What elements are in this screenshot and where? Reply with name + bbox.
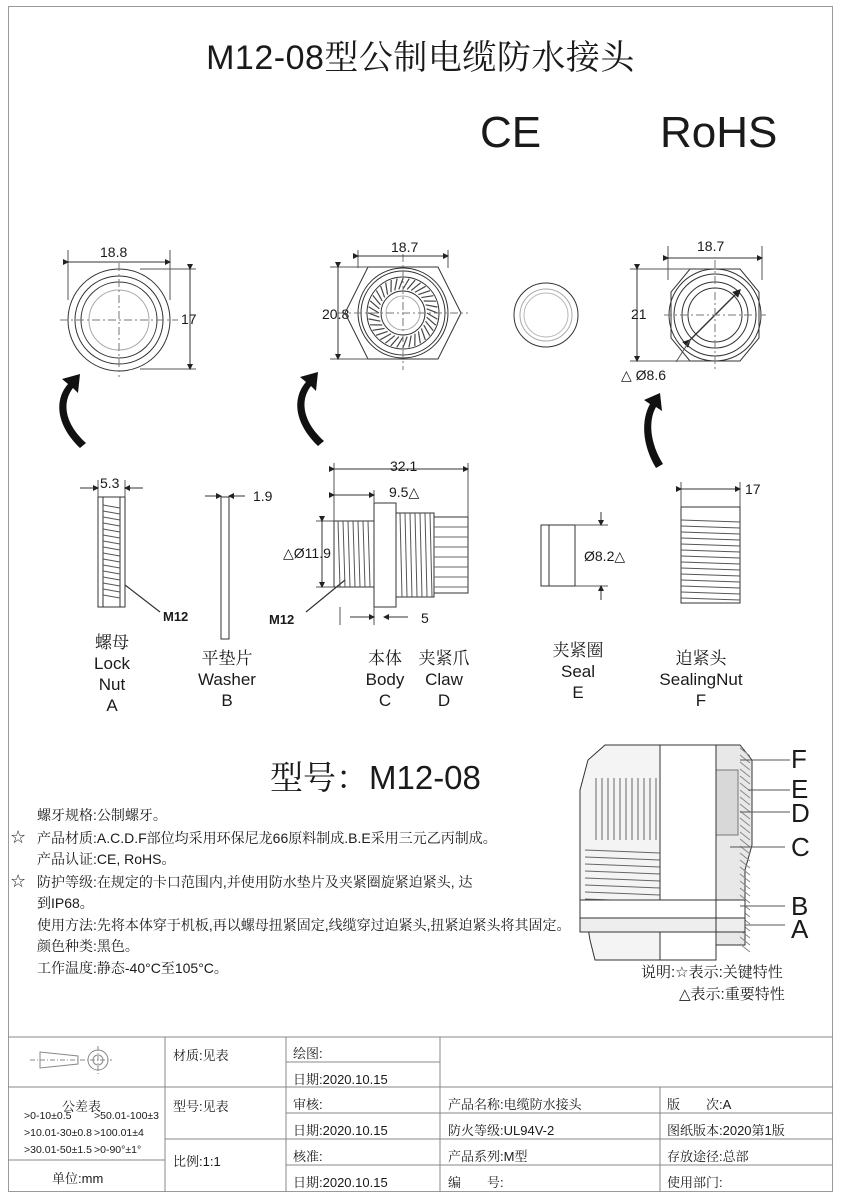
seal-dia-dim: Ø8.2△ [584,548,626,564]
knurl-line [368,319,380,321]
part-en: SealingNut [659,670,743,689]
part-label-claw [404,648,484,711]
spec-text: 颜色种类:黑色。 [37,938,139,954]
section-letter-b: B [791,891,809,921]
thread-line [681,520,740,522]
tb-storage: 存放途径:总部 [667,1149,749,1164]
section-drawing [580,745,790,960]
assembly-arrows [59,372,663,468]
thread-line [681,550,740,552]
spec-mark: ☆ [10,826,27,847]
ce-mark: CE [480,108,542,157]
thread-line [368,521,370,587]
washer-thickness-dim: 1.9 [253,488,273,504]
spec-line [10,915,571,937]
thread-line [681,538,740,540]
tb-check: 审核: [293,1097,323,1112]
knurl-line [386,283,388,295]
body-side-view [306,463,468,625]
thread-line [103,511,120,514]
thread-line [410,513,412,597]
thread-line [681,580,740,582]
tb-product-name: 产品名称:电缆防水接头 [448,1097,582,1112]
tb-tol: >30.01-50±1.5 [24,1144,92,1156]
tb-tol: >0-10±0.5 [24,1110,72,1122]
tb-model: 型号:见表 [173,1099,229,1114]
spec-text: 到IP68。 [37,895,94,911]
thread-line [103,571,120,574]
spec-line [10,893,571,915]
part-letter: A [106,696,118,715]
knurl-line [409,336,411,348]
part-cn: 平垫片 [201,649,253,668]
thread-line [420,513,422,597]
knurl-line [395,278,397,290]
tb-dept: 使用部门: [667,1175,723,1190]
section-letter-e: E [791,774,809,804]
thread-line [103,535,120,538]
thread-line [681,562,740,564]
part-letter: D [437,691,451,710]
knurl-line [376,290,382,301]
part-cn: 夹紧爪 [418,649,470,668]
sealnut-length-dim: 17 [745,481,761,497]
part-label-washer [187,648,267,711]
tb-drawing-version: 图纸版本:2020第1版 [667,1123,785,1138]
section-letter-d: D [791,798,810,828]
model-number: 型号：M12-08 [270,759,481,796]
body-height-dim: 20.8 [322,306,350,322]
part-cn: 螺母 [95,633,129,652]
thread-line [681,592,740,594]
spec-text: 使用方法:先将本体穿于机板,再以螺母扭紧固定,线缆穿过迫紧头,扭紧迫紧头将其固定。 [37,916,571,933]
thread-line [103,523,120,526]
knurl-line [415,286,426,292]
sealnut-width-dim: 18.7 [697,238,725,254]
part-en: Lock [94,654,130,673]
tb-tolerance-title: 公差表 [62,1099,102,1114]
locknut-top-view [60,250,196,377]
thread-line [363,521,365,587]
part-cn: 本体 [368,649,402,668]
washer-side-view [205,496,245,639]
legend-line-2: △表示:重要特性 [679,986,785,1003]
tb-tol: >50.01-100±3 [94,1110,160,1122]
tb-number: 编 号: [448,1175,504,1190]
thread-line [681,526,740,528]
spec-mark: ☆ [10,870,27,891]
spec-text: 工作温度:静态-40°C至105°C。 [37,959,228,976]
part-en: Claw [425,670,463,689]
part-en: Seal [560,662,596,681]
spec-line [10,936,571,958]
thread-line [353,521,355,587]
knurl-line [421,296,433,298]
sealnut-hole-dim: △ Ø8.6 [621,367,667,383]
sealnut-side-view [681,482,740,603]
locknut-height-dim: 17 [181,311,197,327]
part-label-seal [538,640,618,703]
tb-version: 版 次:A [667,1097,732,1112]
part-label-locknut [72,632,152,716]
tb-drawn: 绘图: [293,1046,323,1061]
thread-line [358,521,360,587]
knurl-line [381,286,385,298]
tb-tol: >0-90°±1° [94,1144,142,1156]
section-letter-f: F [791,744,807,774]
thread-line [343,521,345,587]
knurl-line [380,334,391,340]
tb-material: 材质:见表 [173,1048,229,1063]
thread-line [103,589,120,592]
spec-line [10,849,571,871]
thread-line [681,556,740,558]
thread-line [103,529,120,532]
locknut-thread-callout: M12 [163,609,189,624]
tb-approve: 核准: [293,1149,323,1164]
thread-line [103,565,120,568]
thread-line [400,513,402,597]
thread-line [681,544,740,546]
thread-line [430,513,432,597]
thread-line [103,505,120,508]
spec-text: 防护等级:在规定的卡口范围内,并使用防水垫片及夹紧圈旋紧迫紧头, 达 [37,873,473,890]
thread-line [405,513,407,597]
tb-drawn-date: 日期:2020.10.15 [293,1072,388,1087]
thread-line [681,598,740,600]
locknut-side-view [80,480,160,612]
seal-top-view [514,283,578,347]
claw-length-dim: 9.5△ [389,484,420,500]
spec-text: 产品材质:A.C.D.F部位均采用环保尼龙66原料制成.B.E采用三元乙丙制成。 [37,829,497,846]
knurl-line [426,305,438,307]
thread-line [103,553,120,556]
spec-line [10,958,571,980]
thread-line [103,595,120,598]
thread-line [681,574,740,576]
thread-dia-dim: △Ø11.9 [283,545,331,561]
thread-line [415,513,417,597]
tb-tol: >100.01±4 [94,1127,144,1139]
knurl-line [421,328,425,340]
spec-line [10,805,571,827]
tb-check-date: 日期:2020.10.15 [293,1123,388,1138]
part-letter: F [695,691,707,710]
spec-text: 产品认证:CE, RoHS。 [37,851,176,867]
thread-line [103,559,120,562]
body-width-dim: 18.7 [391,239,419,255]
tb-tol: >10.01-30±0.8 [24,1127,92,1139]
part-letter: C [378,691,392,710]
knurl-line [373,328,385,330]
locknut-width-dim: 18.8 [100,244,128,260]
part-letter: E [572,683,584,702]
tb-scale: 比例:1:1 [173,1154,221,1169]
thread-line [103,583,120,586]
knurl-line [376,331,388,335]
thread-line [681,568,740,570]
part-letter: B [221,691,233,710]
thread-line [103,541,120,544]
part-en: Nut [98,675,126,694]
thread-line [681,532,740,534]
part-cn: 夹紧圈 [552,641,604,660]
spec-text: 螺牙规格:公制螺牙。 [37,807,167,823]
rohs-mark: RoHS [660,108,778,157]
sealnut-top-view [630,246,766,372]
thread-line [103,577,120,580]
body-thread-callout: M12 [269,612,295,627]
section-letter-a: A [791,914,809,944]
tb-fire-rating: 防火等级:UL94V-2 [448,1123,555,1138]
thread-line [348,521,350,587]
thread-line [103,547,120,550]
tb-series: 产品系列:M型 [448,1149,528,1164]
thread-line [338,521,340,587]
seal-dia-value: Ø8.2 [584,548,615,564]
part-cn: 迫紧头 [675,649,727,668]
sealnut-height-dim: 21 [631,306,647,322]
knurl-line [424,325,430,336]
thread-line [425,513,427,597]
drawing-title: M12-08型公制电缆防水接头 [206,39,635,77]
tb-approve-date: 日期:2020.10.15 [293,1175,388,1190]
tb-unit: 单位:mm [52,1171,104,1186]
sealnut-hole-value: Ø8.6 [635,367,667,383]
claw-length-value: 9.5 [389,484,409,500]
part-en: Body [365,670,405,689]
thread-length-dim: 5 [421,610,429,626]
thread-dia-value: Ø11.9 [293,545,331,561]
locknut-thickness-dim: 5.3 [100,475,120,491]
body-top-view [330,250,468,370]
part-en: Washer [198,670,256,689]
spec-line [10,871,571,894]
thread-line [103,517,120,520]
legend-line-1: 说明:☆表示:关键特性 [641,964,783,981]
knurl-line [418,291,430,295]
spec-list [10,805,571,979]
spec-line [10,827,571,850]
knurl-line [418,331,420,343]
section-letter-c: C [791,832,810,862]
part-label-sealnut [646,648,756,711]
body-length-dim: 32.1 [390,458,418,474]
thread-line [681,586,740,588]
